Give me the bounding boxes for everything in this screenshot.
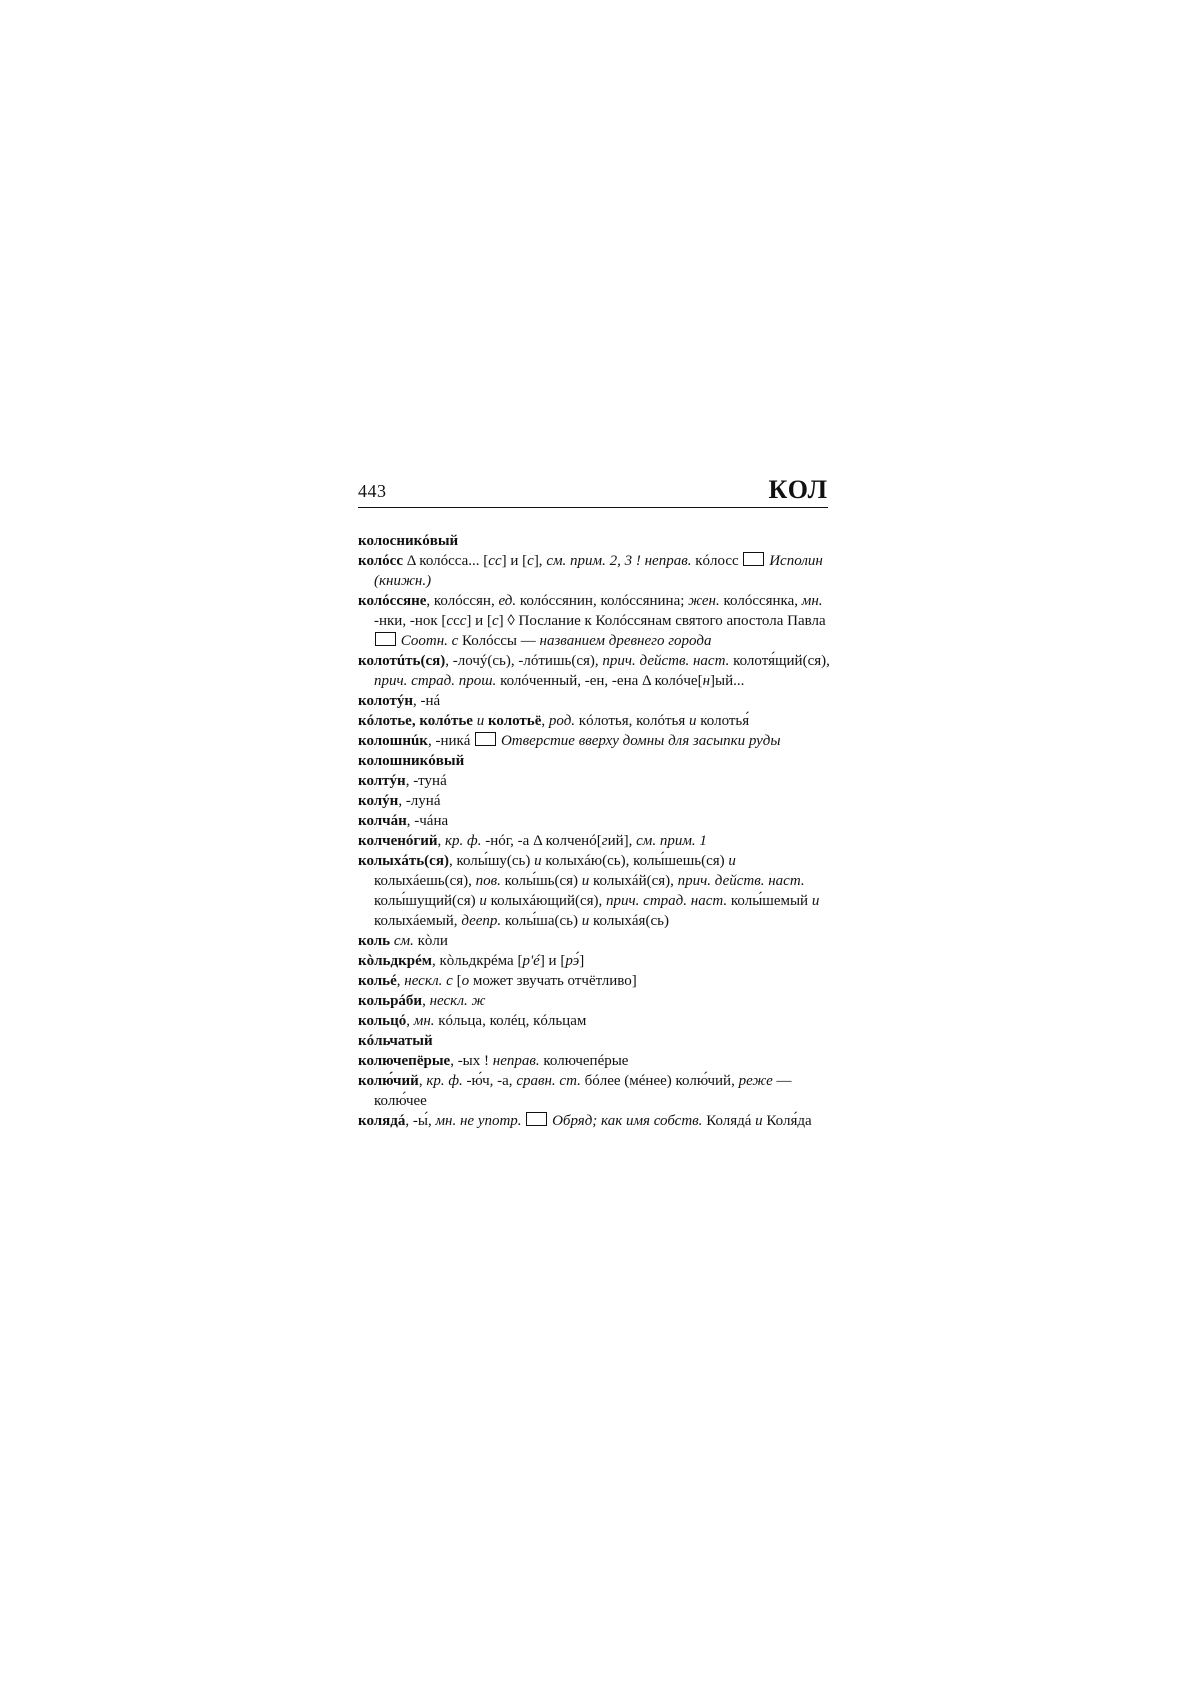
entry-text: колы́ша(сь) (501, 913, 582, 929)
grammar-note: сравн. ст. (516, 1073, 581, 1089)
entry-text: колючепéрые (539, 1053, 629, 1069)
note-box-icon (743, 552, 764, 566)
grammar-note: Отверстие вверху домны для засыпки руды (500, 733, 781, 749)
entry-text: ], (533, 553, 547, 569)
grammar-note: см. (393, 933, 414, 949)
entry-text: колыхáю(сь), колы́шешь(ся) (541, 853, 729, 869)
grammar-note: и (811, 893, 820, 909)
grammar-note: нескл. с (404, 973, 453, 989)
grammar-note: род. (548, 713, 576, 729)
entry-text: ] и [ (466, 613, 492, 629)
dictionary-entry (358, 751, 830, 771)
entry-text: колотя́щий(ся), (729, 653, 830, 669)
entry-text: , -чáна (406, 813, 449, 829)
dictionary-entry (358, 771, 830, 791)
entry-text: колотья́ (696, 713, 750, 729)
headword: кольé (358, 973, 397, 989)
headword: колыхáть(ся) (358, 853, 449, 869)
grammar-note: деепр. (461, 913, 502, 929)
entry-text: ] (579, 953, 585, 969)
dictionary-entry (358, 991, 830, 1011)
entry-text: -ю́ч, -а, (462, 1073, 517, 1089)
grammar-note: кр. ф. (445, 833, 482, 849)
grammar-note: названием древнего города (539, 633, 712, 649)
entry-text: , (437, 833, 446, 849)
headword: колядá (358, 1113, 406, 1129)
dictionary-entry (358, 851, 830, 931)
grammar-note: кр. ф. (426, 1073, 463, 1089)
grammar-note: рэ́ (565, 953, 580, 969)
note-box-icon (475, 732, 496, 746)
entry-text: колыхáй(ся), (589, 873, 678, 889)
grammar-note: мн. не употр. (435, 1113, 522, 1129)
entry-text: , колóссян, (426, 593, 499, 609)
grammar-note: ед. (498, 593, 517, 609)
entry-text: колóссянин, колóссянина; (516, 593, 689, 609)
grammar-note: г (601, 833, 608, 849)
entry-text: , -нá (412, 693, 441, 709)
headword: кòльдкрéм (358, 953, 432, 969)
dictionary-entry (358, 551, 830, 591)
grammar-note: с (527, 553, 534, 569)
header-rule (358, 507, 828, 508)
entry-text: бóлее (мéнее) колю́чий, (580, 1073, 739, 1089)
entry-text: -нóг, -а Δ колченó[ (481, 833, 602, 849)
grammar-note: мн. (413, 1013, 435, 1029)
page-number: 443 (358, 481, 387, 501)
entry-text: кóлотья, колóтья (575, 713, 690, 729)
dictionary-entry (358, 1071, 830, 1111)
dictionary-entry (358, 651, 830, 691)
headword: колотьё (487, 713, 542, 729)
dictionary-entry (358, 951, 830, 971)
headword: колючепёрые (358, 1053, 451, 1069)
entry-text: — колю́чее (374, 1073, 792, 1109)
grammar-note: и (581, 873, 590, 889)
entry-text: колóссянка, (719, 593, 802, 609)
entry-text: Колядá (702, 1113, 756, 1129)
headword: колтýн (358, 773, 406, 789)
headword: кольцó (358, 1013, 407, 1029)
grammar-note: прич. действ. наст. (677, 873, 805, 889)
headword: колченóгий (358, 833, 438, 849)
headword: кóльчатый (358, 1033, 433, 1049)
dictionary-entry (358, 1111, 830, 1131)
entry-text: Колóссы — (458, 633, 540, 649)
page-header (358, 472, 828, 508)
headword: колошнúк (358, 733, 428, 749)
grammar-note: нескл. ж (429, 993, 486, 1009)
entry-text: , (541, 713, 549, 729)
grammar-note: и (689, 713, 697, 729)
entry-text: , -никá (427, 733, 475, 749)
headword: кольрáби (358, 993, 423, 1009)
entry-text: колыхáешь(ся), (374, 873, 476, 889)
grammar-note: с (459, 613, 467, 629)
dictionary-entry (358, 831, 830, 851)
dictionary-entry (358, 971, 830, 991)
headword: колýн (358, 793, 399, 809)
grammar-note: и (728, 853, 736, 869)
dictionary-entry (358, 791, 830, 811)
entry-text: , -лунá (398, 793, 441, 809)
entry-text: , -лочý(сь), -лóтишь(ся), (445, 653, 603, 669)
grammar-note: и (476, 713, 485, 729)
entry-text: с (453, 613, 460, 629)
headword: колчáн (358, 813, 407, 829)
grammar-note: пов. (475, 873, 501, 889)
entry-text: кóлосс (691, 553, 743, 569)
grammar-note: и (581, 913, 590, 929)
dictionary-entry (358, 711, 830, 731)
entry-text: кóльца, колéц, кóльцам (434, 1013, 587, 1029)
grammar-note: Исполин (книжн.) (374, 553, 823, 589)
entry-text: колы́шемый (727, 893, 812, 909)
entry-text: колыхáя(сь) (589, 913, 669, 929)
entry-text: колыхáемый, (374, 913, 462, 929)
entry-text: колóченный, -ен, -ена Δ колóче[ (496, 673, 703, 689)
headword: колотúть(ся) (358, 653, 446, 669)
dictionary-entry (358, 1051, 830, 1071)
entry-text: Коля́да (762, 1113, 812, 1129)
entry-text: , колы́шу(сь) (448, 853, 535, 869)
grammar-note: мн. (801, 593, 823, 609)
grammar-note: Соотн. с (400, 633, 459, 649)
headword: кóлотье, колóтье (358, 713, 473, 729)
entry-text: , (418, 1073, 427, 1089)
note-box-icon (526, 1112, 547, 1126)
headword: колотýн (358, 693, 413, 709)
headword: колошникóвый (358, 753, 465, 769)
dictionary-entry (358, 691, 830, 711)
dictionary-entry (358, 731, 830, 751)
entry-text: ]ый... (710, 673, 745, 689)
dictionary-entry (358, 1031, 830, 1051)
entry-text: ] и [ (501, 553, 528, 569)
dictionary-entry (358, 931, 830, 951)
grammar-note: прич. страд. наст. (606, 893, 728, 909)
headword: колóсс (358, 553, 403, 569)
headword: колóссяне (358, 593, 427, 609)
grammar-note: см. прим. 1 (636, 833, 707, 849)
dictionary-entry (358, 811, 830, 831)
headword: коль (358, 933, 391, 949)
grammar-note: прич. действ. наст. (602, 653, 730, 669)
entry-text: , (422, 993, 430, 1009)
grammar-note: Обряд; как имя собств. (552, 1113, 703, 1129)
grammar-note: и (479, 893, 487, 909)
grammar-note: с (491, 613, 499, 629)
entry-text: ] и [ (539, 953, 566, 969)
entry-text: ий], (607, 833, 637, 849)
entry-text: , -тунá (405, 773, 447, 789)
grammar-note: н (702, 673, 711, 689)
dictionary-entry (358, 531, 830, 551)
grammar-note: и (755, 1113, 763, 1129)
entry-text: -нки, -нок [ (374, 613, 447, 629)
grammar-note: неправ. (492, 1053, 540, 1069)
entry-text (522, 1113, 526, 1129)
grammar-note: жен. (688, 593, 720, 609)
entry-text: колыхáющий(ся), (486, 893, 607, 909)
note-box-icon (375, 632, 396, 646)
dictionary-entry (358, 591, 830, 651)
entry-text: ] ◊ Послание к Колóссянам святого апостола Павла (498, 613, 826, 629)
grammar-note: и (534, 853, 542, 869)
grammar-note: сс (488, 553, 502, 569)
grammar-note: реже (738, 1073, 773, 1089)
grammar-note: прич. страд. прош. (374, 673, 497, 689)
entry-text: кòли (413, 933, 448, 949)
grammar-note: о (461, 973, 470, 989)
entry-text: [ (452, 973, 462, 989)
entry-text: , кòльдкрéма [ (431, 953, 523, 969)
grammar-note: с (446, 613, 454, 629)
running-head: КОЛ (768, 475, 828, 504)
grammar-note: см. прим. 2, 3 ! неправ. (546, 553, 692, 569)
grammar-note: р'é (522, 953, 540, 969)
entry-text: колы́шь(ся) (500, 873, 582, 889)
entry-text: , (406, 1013, 414, 1029)
entry-list (358, 531, 830, 1131)
entry-text: колы́шущий(ся) (374, 893, 480, 909)
entry-text: , -ы́, (405, 1113, 436, 1129)
entry-text: , (396, 973, 405, 989)
dictionary-entry (358, 1011, 830, 1031)
headword: колю́чий (358, 1073, 419, 1089)
entry-text: может звучать отчётливо] (469, 973, 637, 989)
entry-text: , -ых ! (450, 1053, 493, 1069)
headword: колосникóвый (358, 533, 459, 549)
entry-text: Δ колóсса... [ (402, 553, 489, 569)
